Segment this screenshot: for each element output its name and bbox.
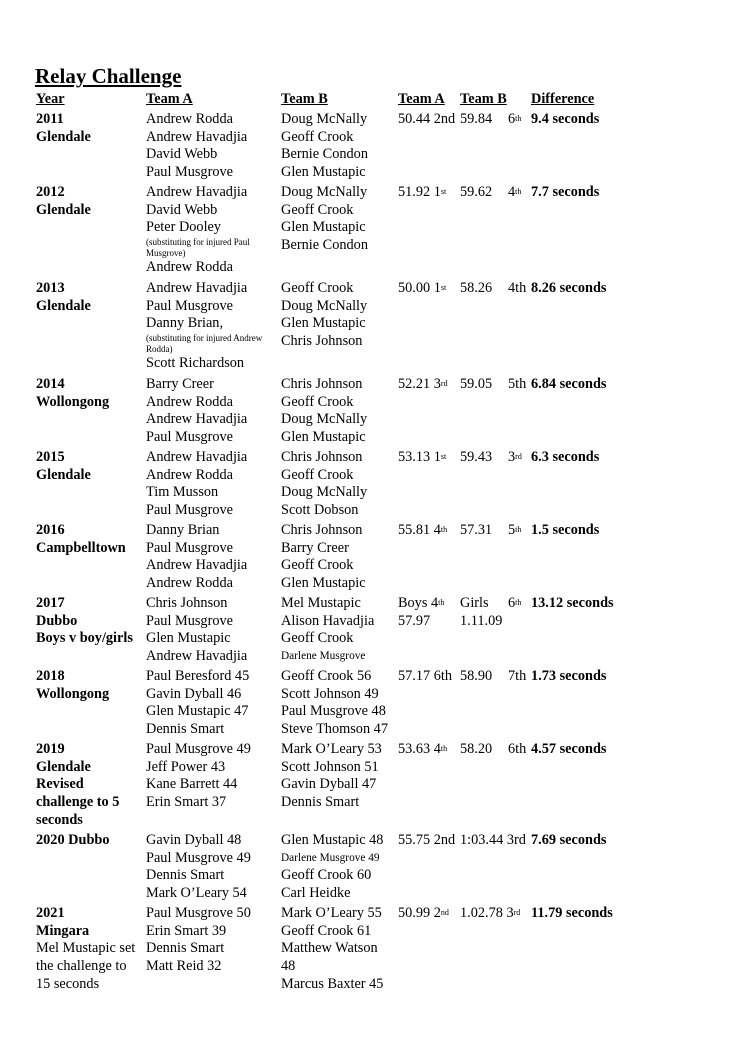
- time: 1.11.09: [460, 612, 503, 629]
- time: 1:03.44: [460, 832, 504, 848]
- year: 2018: [36, 668, 65, 684]
- venue: Wollongong: [36, 685, 110, 702]
- member: Paul Musgrove 49: [146, 741, 251, 757]
- place: 2nd: [433, 111, 456, 127]
- team-a-members: [146, 668, 249, 739]
- member: Bernie Condon: [281, 146, 368, 163]
- difference: 7.69 seconds: [531, 832, 607, 848]
- team-a-members: [146, 832, 251, 903]
- place: 3: [433, 376, 441, 392]
- member: Glen Mustapic: [281, 429, 366, 446]
- team-b-members: [281, 741, 382, 812]
- event-note: Revised: [36, 776, 84, 793]
- place-suffix: th: [515, 598, 522, 607]
- member: Paul Musgrove 49: [146, 849, 251, 866]
- member: Paul Musgrove: [146, 502, 233, 519]
- member: Paul Musgrove: [146, 612, 233, 629]
- team-b-members: [281, 905, 383, 994]
- venue: Wollongong: [36, 393, 110, 410]
- member: Gavin Dyball 48: [146, 832, 242, 848]
- team-a-result: [398, 376, 448, 394]
- member: Marcus Baxter 45: [281, 975, 384, 992]
- event-note: Mel Mustapic set: [36, 940, 136, 957]
- member: Peter Dooley: [146, 219, 222, 236]
- member: Glen Mustapic: [281, 315, 366, 332]
- member: Tim Musson: [146, 484, 219, 501]
- place: 6th: [433, 668, 453, 684]
- place: 4th: [508, 280, 527, 296]
- member: Matt Reid 32: [146, 958, 222, 975]
- member: Andrew Havadjia: [146, 128, 248, 145]
- time: 52.21: [398, 376, 431, 392]
- team-b-place: [508, 280, 526, 298]
- member: Geoff Crook: [281, 393, 354, 410]
- place-suffix: rd: [513, 908, 521, 917]
- member: Doug McNally: [281, 111, 368, 127]
- header-year: Year: [36, 91, 65, 107]
- member: Dennis Smart: [146, 867, 225, 884]
- member: Alison Havadjia: [281, 612, 375, 629]
- team-b-members: [281, 184, 368, 255]
- difference: 6.84 seconds: [531, 376, 607, 392]
- member: Andrew Havadjia: [146, 557, 248, 574]
- member: Paul Musgrove 48: [281, 703, 386, 720]
- member: Andrew Rodda: [146, 393, 233, 410]
- place: 7th: [508, 668, 527, 684]
- team-b-members: [281, 522, 366, 593]
- year: 2021: [36, 905, 65, 921]
- member: Steve Thomson 47: [281, 721, 388, 738]
- team-a-members: [146, 522, 247, 593]
- place-suffix: th: [515, 525, 522, 534]
- member: Glen Mustapic: [281, 164, 366, 181]
- member: Andrew Rodda: [146, 466, 233, 483]
- member: Geoff Crook: [281, 128, 354, 145]
- team-b-place: [508, 111, 521, 129]
- time: 53.13: [398, 449, 431, 465]
- place-suffix: th: [515, 114, 522, 123]
- team-b-time: 57.31: [460, 522, 493, 538]
- member: Matthew Watson: [281, 940, 378, 957]
- place: 6: [508, 595, 516, 611]
- member: Doug McNally: [281, 484, 368, 501]
- year: 2017: [36, 595, 65, 611]
- year: 2015: [36, 449, 65, 465]
- member: Andrew Rodda: [146, 259, 233, 276]
- team-b-members: [281, 376, 367, 447]
- member: Andrew Havadjia: [146, 411, 248, 428]
- member: Paul Beresford 45: [146, 668, 250, 684]
- place: 3: [506, 905, 514, 921]
- member: Erin Smart 37: [146, 794, 227, 811]
- member: Mel Mustapic: [281, 595, 361, 611]
- member: Paul Musgrove: [146, 539, 233, 556]
- time: 50.00: [398, 280, 431, 296]
- member: Paul Musgrove: [146, 164, 233, 181]
- header-team-b: Team B: [281, 91, 328, 107]
- team-a-result: [398, 111, 455, 129]
- team-label: Girls: [460, 595, 489, 611]
- member: Andrew Havadjia: [146, 280, 248, 296]
- substitution-note: (substituting for injured Andrew Rodda): [146, 333, 263, 355]
- member: Barry Creer: [281, 539, 349, 556]
- venue: Glendale: [36, 201, 91, 218]
- member: Bernie Condon: [281, 237, 368, 254]
- team-a-result: [398, 668, 452, 686]
- venue: Dubbo: [36, 612, 78, 629]
- member: Chris Johnson: [146, 595, 228, 611]
- member: Glen Mustapic: [146, 630, 231, 647]
- team-b-place: [508, 741, 526, 759]
- member: Andrew Rodda: [146, 111, 233, 127]
- member: Mark O’Leary 55: [281, 905, 382, 921]
- event-note: 15 seconds: [36, 975, 100, 992]
- place-suffix: st: [440, 187, 447, 196]
- member: Andrew Havadjia: [146, 184, 248, 200]
- team-b-members: [281, 111, 368, 182]
- member: David Webb: [146, 146, 218, 163]
- member: Scott Richardson: [146, 355, 245, 372]
- team-b-time: 58.26: [460, 280, 493, 296]
- team-a-result: [398, 595, 444, 630]
- header-time-a: Team A: [398, 91, 445, 107]
- team-b-result: [460, 832, 526, 850]
- member: Geoff Crook: [281, 630, 354, 647]
- team-a-members: [146, 595, 247, 666]
- member: Chris Johnson: [281, 522, 363, 538]
- year: 2013: [36, 280, 65, 296]
- member: Scott Dobson: [281, 502, 359, 519]
- header-team-a: Team A: [146, 91, 193, 107]
- difference: 11.79 seconds: [531, 905, 613, 921]
- member: Carl Heidke: [281, 885, 351, 902]
- time: 57.17: [398, 668, 431, 684]
- member: Paul Musgrove: [146, 297, 233, 314]
- member: Doug McNally: [281, 297, 368, 314]
- year: 2020 Dubbo: [36, 832, 110, 848]
- place-suffix: st: [440, 283, 447, 292]
- team-b-members: [281, 595, 374, 666]
- team-a-result: [398, 741, 447, 759]
- member: Glen Mustapic: [281, 219, 366, 236]
- time: 53.63: [398, 741, 431, 757]
- place: 4: [433, 741, 441, 757]
- team-a-members: [146, 111, 247, 182]
- team-b-members: [281, 449, 367, 520]
- place-suffix: th: [440, 744, 448, 753]
- place-suffix: rd: [440, 379, 448, 388]
- year: 2011: [36, 111, 64, 127]
- header-difference: Difference: [531, 91, 595, 107]
- place: 6: [508, 111, 516, 127]
- member: Kane Barrett 44: [146, 776, 238, 793]
- team-b-result: [460, 905, 520, 923]
- member: Geoff Crook 56: [281, 668, 372, 684]
- team-a-result: [398, 522, 447, 540]
- team-a-result: [398, 280, 446, 298]
- member: Geoff Crook: [281, 466, 354, 483]
- team-label: Boys: [398, 595, 428, 611]
- member: Glen Mustapic 48: [281, 832, 384, 848]
- team-b-time: 59.62: [460, 184, 493, 200]
- member: Danny Brian,: [146, 315, 224, 332]
- venue: Mingara: [36, 922, 90, 939]
- member: Dennis Smart: [146, 940, 225, 957]
- member: Geoff Crook: [281, 557, 354, 574]
- member: Dennis Smart: [146, 721, 225, 738]
- venue: Glendale: [36, 758, 91, 775]
- difference: 7.7 seconds: [531, 184, 600, 200]
- time: 55.75: [398, 832, 431, 848]
- member: Gavin Dyball 47: [281, 776, 377, 793]
- member: Mark O’Leary 53: [281, 741, 382, 757]
- place: 6th: [508, 741, 527, 757]
- member: Andrew Havadjia: [146, 648, 248, 665]
- place-suffix: nd: [440, 908, 449, 917]
- team-b-place: [508, 376, 526, 394]
- team-b-place: [508, 595, 521, 613]
- member: Darlene Musgrove 49: [281, 851, 380, 864]
- team-b-time: 59.05: [460, 376, 493, 392]
- member: Doug McNally: [281, 184, 368, 200]
- team-a-result: [398, 449, 446, 467]
- year: 2012: [36, 184, 65, 200]
- event-note: seconds: [36, 811, 83, 828]
- place: 3: [508, 449, 516, 465]
- team-b-members: [281, 668, 388, 739]
- difference: 13.12 seconds: [531, 595, 614, 611]
- year: 2014: [36, 376, 65, 392]
- substitution-note: (substituting for injured Paul Musgrove): [146, 237, 250, 259]
- member: Gavin Dyball 46: [146, 685, 242, 702]
- place-suffix: st: [440, 452, 447, 461]
- year: 2016: [36, 522, 65, 538]
- place: 1: [433, 280, 441, 296]
- difference: 6.3 seconds: [531, 449, 600, 465]
- member: Mark O’Leary 54: [146, 885, 247, 902]
- place: 3rd: [506, 832, 526, 848]
- team-b-time: 58.20: [460, 741, 493, 757]
- team-b-place: [508, 522, 521, 540]
- team-b-time: 58.90: [460, 668, 493, 684]
- member: Geoff Crook: [281, 201, 354, 218]
- place: 2: [433, 905, 441, 921]
- member: Chris Johnson: [281, 449, 363, 465]
- place: 4: [508, 184, 516, 200]
- team-a-result: [398, 184, 446, 202]
- event-note: Boys v boy/girls: [36, 630, 133, 647]
- time: 1.02.78: [460, 905, 503, 921]
- team-a-members: [146, 376, 247, 447]
- member: Glen Mustapic: [281, 575, 366, 592]
- team-b-time: 59.43: [460, 449, 493, 465]
- event-note: the challenge to: [36, 958, 127, 975]
- page-title: Relay Challenge: [35, 64, 182, 88]
- venue: Campbelltown: [36, 539, 126, 556]
- place: 5th: [508, 376, 527, 392]
- time: 50.44: [398, 111, 431, 127]
- place: 2nd: [433, 832, 456, 848]
- team-b-result: [460, 595, 502, 630]
- member: Glen Mustapic 47: [146, 703, 249, 720]
- team-a-result: [398, 832, 455, 850]
- place: 4: [430, 595, 439, 611]
- difference: 9.4 seconds: [531, 111, 600, 127]
- member: Darlene Musgrove: [281, 650, 366, 663]
- member: Scott Johnson 49: [281, 685, 379, 702]
- place-suffix: th: [515, 187, 522, 196]
- team-b-place: [508, 668, 526, 686]
- member: David Webb: [146, 201, 218, 218]
- place: 1: [433, 449, 441, 465]
- team-a-members: [146, 905, 251, 976]
- member: Erin Smart 39: [146, 922, 227, 939]
- difference: 1.5 seconds: [531, 522, 600, 538]
- difference: 1.73 seconds: [531, 668, 607, 684]
- team-b-time: 59.84: [460, 111, 493, 127]
- member: 48: [281, 958, 296, 975]
- team-b-place: [508, 449, 522, 467]
- difference: 8.26 seconds: [531, 280, 607, 296]
- member: Dennis Smart: [281, 794, 360, 811]
- time: 51.92: [398, 184, 431, 200]
- year: 2019: [36, 741, 65, 757]
- place: 4: [433, 522, 441, 538]
- member: Geoff Crook 61: [281, 922, 372, 939]
- member: Andrew Havadjia: [146, 449, 248, 465]
- place: 5: [508, 522, 516, 538]
- team-b-members: [281, 280, 367, 351]
- team-a-members: [146, 184, 284, 277]
- venue: Glendale: [36, 297, 91, 314]
- team-a-members: [146, 741, 251, 812]
- member: Geoff Crook 60: [281, 867, 372, 884]
- team-a-members: [146, 280, 284, 373]
- difference: 4.57 seconds: [531, 741, 607, 757]
- member: Geoff Crook: [281, 280, 354, 296]
- member: Paul Musgrove 50: [146, 905, 251, 921]
- member: Scott Johnson 51: [281, 758, 379, 775]
- team-a-members: [146, 449, 247, 520]
- member: Chris Johnson: [281, 376, 363, 392]
- team-b-members: [281, 832, 383, 903]
- time: 57.97: [398, 612, 431, 629]
- member: Paul Musgrove: [146, 429, 233, 446]
- member: Doug McNally: [281, 411, 368, 428]
- place-suffix: th: [440, 525, 448, 534]
- venue: Glendale: [36, 128, 91, 145]
- place: 1: [433, 184, 441, 200]
- time: 50.99: [398, 905, 431, 921]
- time: 55.81: [398, 522, 431, 538]
- team-b-place: [508, 184, 521, 202]
- member: Danny Brian: [146, 522, 220, 538]
- event-note: challenge to 5: [36, 794, 120, 811]
- header-time-b: Team B: [460, 91, 507, 107]
- place-suffix: rd: [515, 452, 522, 461]
- place-suffix: th: [438, 598, 445, 607]
- member: Barry Creer: [146, 376, 214, 392]
- team-a-result: [398, 905, 449, 923]
- venue: Glendale: [36, 466, 91, 483]
- member: Chris Johnson: [281, 333, 363, 350]
- member: Andrew Rodda: [146, 575, 233, 592]
- member: Jeff Power 43: [146, 758, 226, 775]
